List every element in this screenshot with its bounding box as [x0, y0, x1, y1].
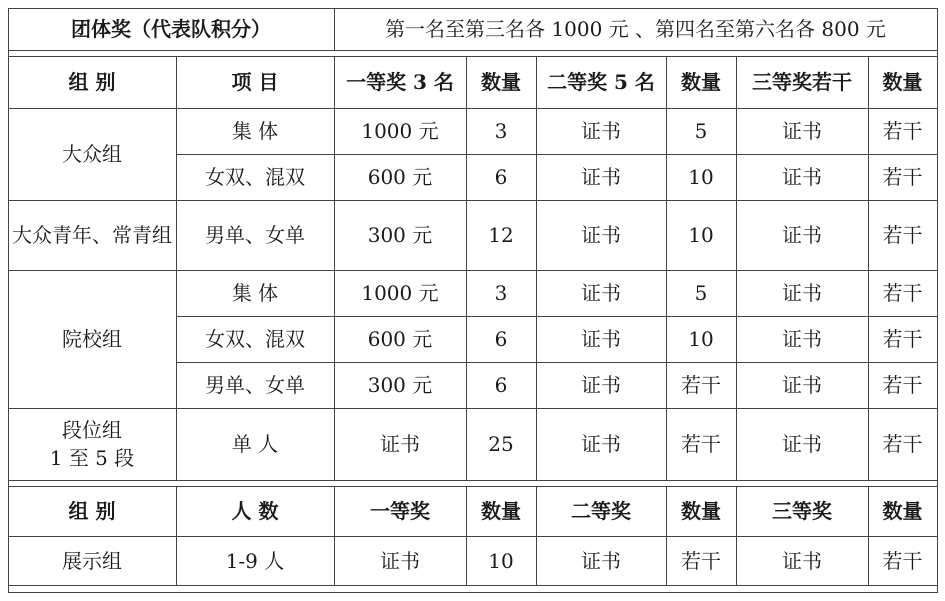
table-rule [8, 585, 9, 593]
table-cell: 若干 [882, 432, 923, 456]
table-rule [937, 585, 938, 593]
table-cell: 若干 [882, 223, 923, 247]
table-rule [868, 486, 869, 586]
table-rule [736, 486, 737, 586]
table-cell: 10 [688, 327, 714, 351]
table-cell: 若干 [882, 119, 923, 143]
header-cell: 二等奖 5 名 [547, 70, 655, 94]
table-cell: 若干 [681, 373, 721, 397]
table-cell: 证书 [782, 327, 822, 351]
table-cell: 男单、女单 [205, 223, 305, 247]
header-cell: 三等奖若干 [752, 70, 852, 94]
table-rule [8, 200, 937, 201]
table-rule [466, 56, 467, 481]
table-rule [8, 536, 937, 537]
header-cell: 一等奖 3 名 [346, 70, 454, 94]
table-cell: 6 [494, 327, 508, 351]
table-cell: 6 [494, 165, 508, 189]
table-rule [937, 486, 938, 586]
table-cell: 证书 [581, 165, 621, 189]
table-cell: 证书 [581, 373, 621, 397]
table-rule [8, 480, 937, 481]
header-cell: 三等奖 [772, 499, 832, 523]
table-rule [8, 270, 937, 271]
header-cell: 数量 [481, 70, 521, 94]
table-cell: 3 [494, 281, 508, 305]
table-cell: 10 [488, 548, 514, 573]
table-cell: 1000 元 [361, 119, 439, 143]
header-cell: 数量 [681, 499, 721, 523]
table-rule [8, 56, 937, 57]
table-cell: 600 元 [367, 165, 433, 189]
header-cell: 数量 [882, 499, 923, 523]
table-cell: 男单、女单 [205, 373, 305, 397]
header-cell: 数量 [882, 70, 923, 94]
table-cell: 10 [688, 165, 714, 189]
table-cell: 5 [694, 119, 708, 143]
table-rule [868, 56, 869, 481]
table-cell: 6 [494, 373, 508, 397]
table-rule [8, 408, 937, 409]
table-cell: 若干 [882, 548, 923, 573]
table-cell: 证书 [581, 327, 621, 351]
table-rule [666, 56, 667, 481]
table-cell: 若干 [882, 165, 923, 189]
table-cell: 证书 [782, 432, 822, 456]
award-table [8, 8, 937, 592]
table-cell: 单 人 [231, 432, 279, 456]
table-rule [334, 486, 335, 586]
table-cell: 证书 [581, 548, 621, 573]
header-cell: 一等奖 [370, 499, 430, 523]
group-cell: 大众组 [62, 142, 122, 166]
group-cell: 大众青年、常青组 [12, 223, 172, 247]
table-rule [536, 56, 537, 481]
team-award-label: 团体奖（代表队积分） [71, 17, 271, 41]
table-rule [176, 362, 937, 363]
table-rule [937, 56, 938, 481]
table-rule [8, 56, 9, 481]
table-cell: 展示组 [62, 548, 122, 573]
table-cell: 集 体 [231, 119, 279, 143]
table-cell: 若干 [681, 432, 721, 456]
table-cell: 证书 [380, 432, 420, 456]
table-cell: 证书 [782, 119, 822, 143]
table-rule [937, 8, 938, 51]
table-cell: 证书 [380, 548, 420, 573]
table-cell: 证书 [581, 119, 621, 143]
table-cell: 证书 [581, 432, 621, 456]
table-rule [8, 585, 937, 586]
table-cell: 3 [494, 119, 508, 143]
table-cell: 300 元 [367, 223, 433, 247]
table-cell: 若干 [681, 548, 721, 573]
table-cell: 若干 [882, 327, 923, 351]
table-rule [8, 108, 937, 109]
table-rule [736, 56, 737, 481]
table-rule [8, 486, 937, 487]
group-cell: 院校组 [62, 327, 122, 351]
table-cell: 600 元 [367, 327, 433, 351]
table-cell: 10 [688, 223, 714, 247]
header-cell: 组 别 [68, 70, 116, 94]
table-cell: 证书 [581, 223, 621, 247]
table-cell: 证书 [782, 373, 822, 397]
header-cell: 组 别 [68, 499, 116, 523]
table-rule [8, 486, 9, 586]
table-cell: 集 体 [231, 281, 279, 305]
team-award-value: 第一名至第三名各 1000 元 、第四名至第六名各 800 元 [385, 17, 886, 41]
table-cell: 若干 [882, 373, 923, 397]
table-rule [176, 486, 177, 586]
header-cell: 项 目 [231, 70, 279, 94]
table-rule [666, 486, 667, 586]
table-rule [176, 154, 937, 155]
table-cell: 12 [488, 223, 514, 247]
table-rule [536, 486, 537, 586]
table-rule [8, 8, 9, 51]
header-cell: 数量 [481, 499, 521, 523]
header-cell: 人 数 [231, 499, 279, 523]
header-cell: 二等奖 [571, 499, 631, 523]
table-rule [334, 8, 335, 51]
table-rule [8, 50, 937, 51]
table-cell: 若干 [882, 281, 923, 305]
table-cell: 女双、混双 [205, 165, 305, 189]
table-cell: 300 元 [367, 373, 433, 397]
header-cell: 数量 [681, 70, 721, 94]
table-rule [176, 316, 937, 317]
table-rule [8, 592, 937, 593]
table-cell: 1000 元 [361, 281, 439, 305]
table-cell: 证书 [782, 223, 822, 247]
table-cell: 证书 [782, 548, 822, 573]
table-cell: 证书 [782, 165, 822, 189]
table-rule [334, 56, 335, 481]
table-rule [176, 56, 177, 481]
table-cell: 证书 [782, 281, 822, 305]
table-cell: 1-9 人 [225, 548, 285, 573]
table-cell: 女双、混双 [205, 327, 305, 351]
table-rule [466, 486, 467, 586]
table-cell: 证书 [581, 281, 621, 305]
table-cell: 5 [694, 281, 708, 305]
table-rule [8, 8, 937, 9]
group-cell: 段位组 1 至 5 段 [49, 418, 135, 470]
table-cell: 25 [488, 432, 514, 456]
